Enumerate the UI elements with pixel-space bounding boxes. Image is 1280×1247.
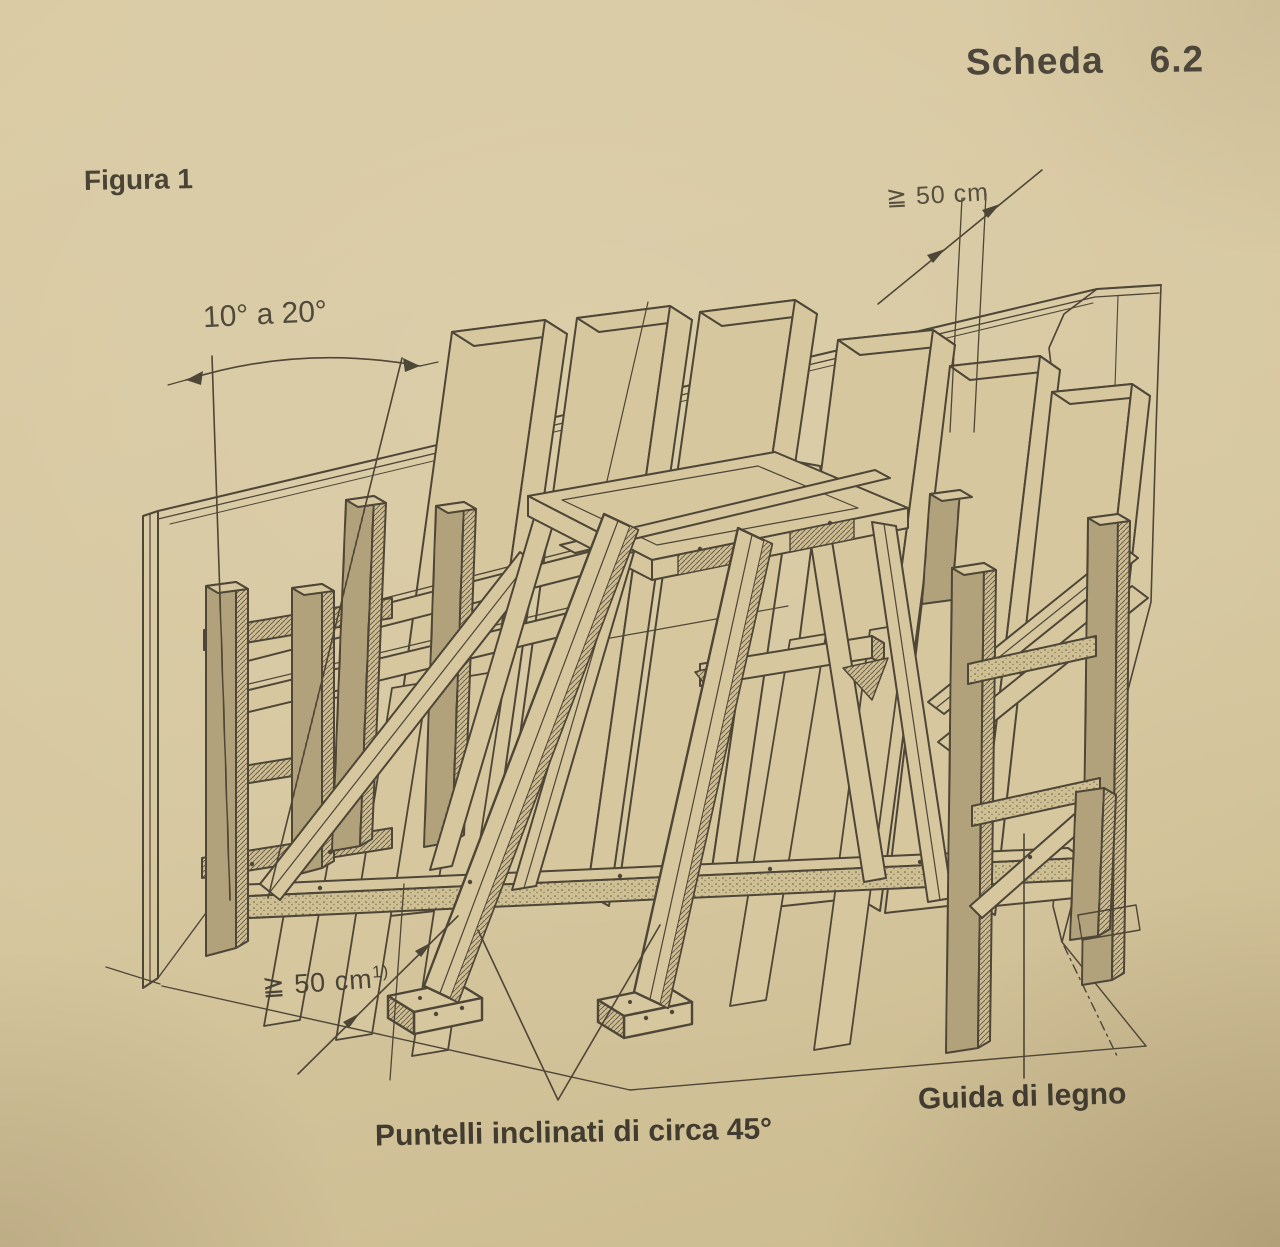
caption-struts: Puntelli inclinati di circa 45° [374,1112,773,1153]
arrowhead-right-icon [403,358,420,372]
footnote-marker: 1) [371,961,390,982]
arrowhead-left-icon [186,371,203,385]
sheet-header [966,38,1205,83]
bottom-embedment-value: ≧ 50 cm [261,963,374,1002]
caption-wooden-guide: Guida di legno [917,1077,1127,1116]
annotation-board-tilt-angle: 10° a 20° [202,294,328,335]
sheet-series-label: Scheda [965,39,1104,83]
sheet-number: 6.2 [1149,38,1205,81]
figure-label: Figura 1 [83,163,194,196]
annotation-top-embedment: ≧ 50 cm [885,178,990,212]
